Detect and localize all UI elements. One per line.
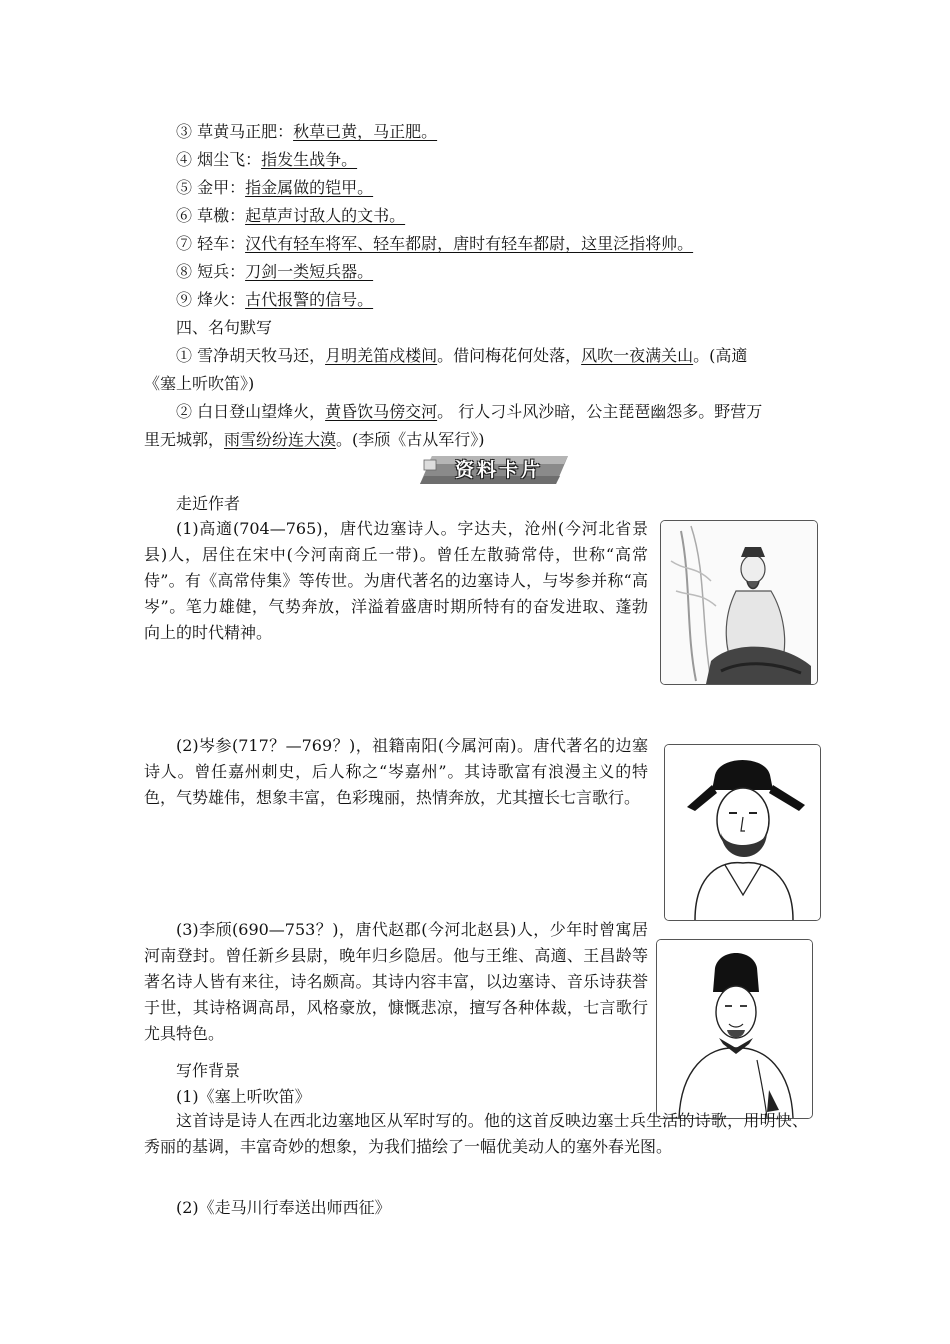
- banner-title: 资料卡片: [454, 459, 543, 481]
- info-card-banner: [418, 454, 570, 486]
- subsection-heading: 走近作者: [176, 494, 241, 513]
- portrait-gao-shi: [660, 520, 818, 685]
- author-paragraph: (3)李颀(690—753？)，唐代赵郡(今河北赵县)人，少年时曾寓居河南登封。曾任新乡县尉，晚年归乡隐居。他与王维、高適、王昌龄等著名诗人皆有来往，诗名颇高。其诗内容丰富，以边塞诗、音乐诗获誉于世，其诗格调高昂，风格豪放，慷慨悲凉，擅写各种体裁，七言歌行尤具特色。: [144, 920, 648, 1043]
- glossary-item: ③ 草黄马正肥：秋草已黄，马正肥。: [176, 122, 438, 141]
- portrait-image: [665, 745, 820, 920]
- author-paragraph: (2)岑参(717？—769？)，祖籍南阳(今属河南)。唐代著名的边塞诗人。曾任嘉州刺史，后人称之“岑嘉州”。其诗歌富有浪漫主义的特色，气势雄伟，想象丰富，色彩瑰丽，热情奔放，尤其擅长七言歌行。: [144, 736, 648, 807]
- portrait-image: [657, 940, 812, 1118]
- glossary-item: ⑧ 短兵：刀剑一类短兵器。: [176, 262, 374, 281]
- glossary-item: ⑤ 金甲：指金属做的铠甲。: [176, 178, 374, 197]
- background-paragraph: 这首诗是诗人在西北边塞地区从军时写的。他的这首反映边塞士兵生活的诗歌，用明快、秀丽的基调，丰富奇妙的想象，为我们描绘了一幅优美动人的塞外春光图。: [144, 1111, 808, 1156]
- quote-line: 里无城郭，雨雪纷纷连大漠。(李颀《古从军行》): [144, 430, 485, 449]
- portrait-image: [661, 521, 817, 684]
- quote-line: 《塞上听吹笛》): [144, 374, 255, 393]
- glossary-item: ④ 烟尘飞：指发生战争。: [176, 150, 358, 169]
- author-paragraph: (1)高適(704—765)，唐代边塞诗人。字达夫，沧州(今河北省景县)人，居住在宋中(今河南商丘一带)。曾任左散骑常侍，世称“高常侍”。有《高常侍集》等传世。为唐代著名的边塞诗人，与岑参并称“高岑”。笔力雄健，气势奔放，洋溢着盛唐时期所特有的奋发进取、蓬勃向上的时代精神。: [144, 519, 648, 642]
- section-heading: 四、名句默写: [176, 318, 273, 337]
- subsection-heading: 写作背景: [176, 1061, 241, 1080]
- background-title: (2)《走马川行奉送出师西征》: [176, 1198, 391, 1217]
- glossary-item: ⑦ 轻车：汉代有轻车将军、轻车都尉，唐时有轻车都尉，这里泛指将帅。: [176, 234, 694, 253]
- background-title: (1)《塞上听吹笛》: [176, 1087, 311, 1106]
- quote-line: ② 白日登山望烽火，黄昏饮马傍交河。 行人刁斗风沙暗，公主琵琶幽怨多。野营万: [176, 402, 763, 421]
- portrait-li-qi: [656, 939, 813, 1119]
- glossary-item: ⑨ 烽火：古代报警的信号。: [176, 290, 374, 309]
- portrait-cen-shen: [664, 744, 821, 921]
- quote-line: ① 雪净胡天牧马还，月明羌笛戍楼间。借问梅花何处落，风吹一夜满关山。(高適: [176, 346, 748, 365]
- glossary-item: ⑥ 草檄：起草声讨敌人的文书。: [176, 206, 406, 225]
